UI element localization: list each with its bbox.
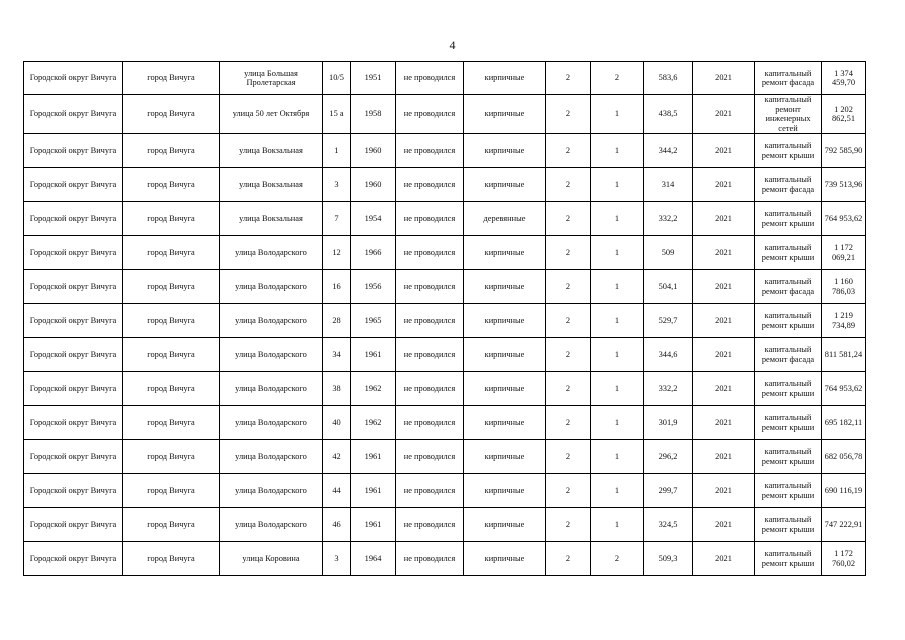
wall-material-cell: кирпичные — [464, 304, 546, 338]
cost-cell: 811 581,24 — [822, 338, 866, 372]
wall-material-cell: кирпичные — [464, 168, 546, 202]
build-year-cell: 1951 — [351, 62, 396, 95]
wall-material-cell: кирпичные — [464, 236, 546, 270]
house-number-cell: 34 — [323, 338, 351, 372]
cost-cell: 690 116,19 — [822, 474, 866, 508]
house-number-cell: 46 — [323, 508, 351, 542]
work-type-cell: капитальный ремонт крыши — [755, 304, 822, 338]
table-row — [24, 338, 866, 372]
house-number-cell: 16 — [323, 270, 351, 304]
floors-cell: 2 — [546, 338, 591, 372]
street-cell: улица Володарского — [220, 236, 323, 270]
area-cell: 438,5 — [644, 95, 693, 134]
plan-year-cell: 2021 — [693, 406, 755, 440]
floors-cell: 2 — [546, 406, 591, 440]
wall-material-cell: кирпичные — [464, 62, 546, 95]
table-row — [24, 406, 866, 440]
cost-cell: 764 953,62 — [822, 372, 866, 406]
area-cell: 529,7 — [644, 304, 693, 338]
plan-year-cell: 2021 — [693, 372, 755, 406]
cost-cell: 747 222,91 — [822, 508, 866, 542]
build-year-cell: 1961 — [351, 440, 396, 474]
table-row — [24, 542, 866, 576]
last-repair-cell: не проводился — [396, 270, 464, 304]
settlement-cell: город Вичуга — [123, 236, 220, 270]
table-row — [24, 474, 866, 508]
house-number-cell: 44 — [323, 474, 351, 508]
municipality-cell: Городской округ Вичуга — [24, 440, 123, 474]
municipality-cell: Городской округ Вичуга — [24, 542, 123, 576]
cost-cell: 682 056,78 — [822, 440, 866, 474]
work-type-cell: капитальный ремонт крыши — [755, 542, 822, 576]
floors-cell: 2 — [546, 542, 591, 576]
table-row — [24, 372, 866, 406]
house-number-cell: 7 — [323, 202, 351, 236]
last-repair-cell: не проводился — [396, 168, 464, 202]
street-cell: улица Большая Пролетарская — [220, 62, 323, 95]
settlement-cell: город Вичуга — [123, 95, 220, 134]
street-cell: улица Вокзальная — [220, 134, 323, 168]
settlement-cell: город Вичуга — [123, 508, 220, 542]
last-repair-cell: не проводился — [396, 372, 464, 406]
entrances-cell: 1 — [591, 270, 644, 304]
last-repair-cell: не проводился — [396, 95, 464, 134]
settlement-cell: город Вичуга — [123, 474, 220, 508]
entrances-cell: 2 — [591, 62, 644, 95]
settlement-cell: город Вичуга — [123, 168, 220, 202]
floors-cell: 2 — [546, 134, 591, 168]
street-cell: улица Вокзальная — [220, 168, 323, 202]
wall-material-cell: деревянные — [464, 202, 546, 236]
plan-year-cell: 2021 — [693, 474, 755, 508]
settlement-cell: город Вичуга — [123, 440, 220, 474]
build-year-cell: 1961 — [351, 508, 396, 542]
cost-cell: 1 202 862,51 — [822, 95, 866, 134]
cost-cell: 764 953,62 — [822, 202, 866, 236]
settlement-cell: город Вичуга — [123, 270, 220, 304]
settlement-cell: город Вичуга — [123, 202, 220, 236]
municipality-cell: Городской округ Вичуга — [24, 134, 123, 168]
last-repair-cell: не проводился — [396, 304, 464, 338]
wall-material-cell: кирпичные — [464, 508, 546, 542]
cost-cell: 1 160 786,03 — [822, 270, 866, 304]
last-repair-cell: не проводился — [396, 134, 464, 168]
settlement-cell: город Вичуга — [123, 62, 220, 95]
table-row — [24, 508, 866, 542]
settlement-cell: город Вичуга — [123, 372, 220, 406]
entrances-cell: 1 — [591, 372, 644, 406]
wall-material-cell: кирпичные — [464, 270, 546, 304]
area-cell: 324,5 — [644, 508, 693, 542]
floors-cell: 2 — [546, 372, 591, 406]
entrances-cell: 1 — [591, 406, 644, 440]
work-type-cell: капитальный ремонт крыши — [755, 474, 822, 508]
build-year-cell: 1954 — [351, 202, 396, 236]
wall-material-cell: кирпичные — [464, 95, 546, 134]
street-cell: улица Володарского — [220, 440, 323, 474]
table-row — [24, 304, 866, 338]
last-repair-cell: не проводился — [396, 62, 464, 95]
area-cell: 301,9 — [644, 406, 693, 440]
area-cell: 504,1 — [644, 270, 693, 304]
plan-year-cell: 2021 — [693, 236, 755, 270]
plan-year-cell: 2021 — [693, 62, 755, 95]
build-year-cell: 1962 — [351, 372, 396, 406]
area-cell: 344,6 — [644, 338, 693, 372]
entrances-cell: 1 — [591, 338, 644, 372]
area-cell: 314 — [644, 168, 693, 202]
settlement-cell: город Вичуга — [123, 542, 220, 576]
area-cell: 296,2 — [644, 440, 693, 474]
house-number-cell: 38 — [323, 372, 351, 406]
area-cell: 344,2 — [644, 134, 693, 168]
entrances-cell: 1 — [591, 168, 644, 202]
last-repair-cell: не проводился — [396, 406, 464, 440]
floors-cell: 2 — [546, 508, 591, 542]
cost-cell: 792 585,90 — [822, 134, 866, 168]
area-cell: 332,2 — [644, 202, 693, 236]
wall-material-cell: кирпичные — [464, 406, 546, 440]
plan-year-cell: 2021 — [693, 95, 755, 134]
house-number-cell: 15 а — [323, 95, 351, 134]
build-year-cell: 1964 — [351, 542, 396, 576]
settlement-cell: город Вичуга — [123, 406, 220, 440]
floors-cell: 2 — [546, 236, 591, 270]
page-number: 4 — [449, 38, 456, 52]
last-repair-cell: не проводился — [396, 236, 464, 270]
floors-cell: 2 — [546, 168, 591, 202]
build-year-cell: 1961 — [351, 338, 396, 372]
area-cell: 583,6 — [644, 62, 693, 95]
work-type-cell: капитальный ремонт крыши — [755, 440, 822, 474]
build-year-cell: 1965 — [351, 304, 396, 338]
plan-year-cell: 2021 — [693, 168, 755, 202]
work-type-cell: капитальный ремонт крыши — [755, 508, 822, 542]
floors-cell: 2 — [546, 95, 591, 134]
plan-year-cell: 2021 — [693, 338, 755, 372]
house-number-cell: 3 — [323, 168, 351, 202]
last-repair-cell: не проводился — [396, 542, 464, 576]
table-row — [24, 202, 866, 236]
street-cell: улица 50 лет Октября — [220, 95, 323, 134]
work-type-cell: капитальный ремонт крыши — [755, 236, 822, 270]
plan-year-cell: 2021 — [693, 202, 755, 236]
floors-cell: 2 — [546, 62, 591, 95]
floors-cell: 2 — [546, 270, 591, 304]
floors-cell: 2 — [546, 440, 591, 474]
cost-cell: 1 172 069,21 — [822, 236, 866, 270]
work-type-cell: капитальный ремонт крыши — [755, 406, 822, 440]
street-cell: улица Володарского — [220, 338, 323, 372]
table-row — [24, 62, 866, 95]
work-type-cell: капитальный ремонт фасада — [755, 270, 822, 304]
work-type-cell: капитальный ремонт крыши — [755, 134, 822, 168]
last-repair-cell: не проводился — [396, 474, 464, 508]
work-type-cell: капитальный ремонт фасада — [755, 168, 822, 202]
house-number-cell: 12 — [323, 236, 351, 270]
work-type-cell: капитальный ремонт инженерных сетей — [755, 95, 822, 134]
floors-cell: 2 — [546, 304, 591, 338]
cost-cell: 695 182,11 — [822, 406, 866, 440]
plan-year-cell: 2021 — [693, 304, 755, 338]
floors-cell: 2 — [546, 474, 591, 508]
settlement-cell: город Вичуга — [123, 338, 220, 372]
plan-year-cell: 2021 — [693, 508, 755, 542]
entrances-cell: 1 — [591, 440, 644, 474]
settlement-cell: город Вичуга — [123, 304, 220, 338]
cost-cell: 1 374 459,70 — [822, 62, 866, 95]
wall-material-cell: кирпичные — [464, 440, 546, 474]
municipality-cell: Городской округ Вичуга — [24, 406, 123, 440]
municipality-cell: Городской округ Вичуга — [24, 62, 123, 95]
build-year-cell: 1960 — [351, 134, 396, 168]
work-type-cell: капитальный ремонт фасада — [755, 62, 822, 95]
last-repair-cell: не проводился — [396, 202, 464, 236]
last-repair-cell: не проводился — [396, 338, 464, 372]
cost-cell: 739 513,96 — [822, 168, 866, 202]
house-number-cell: 1 — [323, 134, 351, 168]
street-cell: улица Володарского — [220, 304, 323, 338]
street-cell: улица Володарского — [220, 474, 323, 508]
build-year-cell: 1962 — [351, 406, 396, 440]
area-cell: 299,7 — [644, 474, 693, 508]
build-year-cell: 1961 — [351, 474, 396, 508]
settlement-cell: город Вичуга — [123, 134, 220, 168]
house-number-cell: 10/5 — [323, 62, 351, 95]
entrances-cell: 1 — [591, 95, 644, 134]
street-cell: улица Володарского — [220, 372, 323, 406]
municipality-cell: Городской округ Вичуга — [24, 202, 123, 236]
area-cell: 332,2 — [644, 372, 693, 406]
house-number-cell: 28 — [323, 304, 351, 338]
entrances-cell: 1 — [591, 236, 644, 270]
area-cell: 509 — [644, 236, 693, 270]
street-cell: улица Володарского — [220, 270, 323, 304]
municipality-cell: Городской округ Вичуга — [24, 168, 123, 202]
house-number-cell: 3 — [323, 542, 351, 576]
last-repair-cell: не проводился — [396, 508, 464, 542]
municipality-cell: Городской округ Вичуга — [24, 474, 123, 508]
plan-year-cell: 2021 — [693, 270, 755, 304]
house-number-cell: 40 — [323, 406, 351, 440]
entrances-cell: 1 — [591, 304, 644, 338]
table-row — [24, 270, 866, 304]
area-cell: 509,3 — [644, 542, 693, 576]
entrances-cell: 1 — [591, 474, 644, 508]
work-type-cell: капитальный ремонт фасада — [755, 338, 822, 372]
wall-material-cell: кирпичные — [464, 474, 546, 508]
house-number-cell: 42 — [323, 440, 351, 474]
work-type-cell: капитальный ремонт крыши — [755, 372, 822, 406]
build-year-cell: 1960 — [351, 168, 396, 202]
floors-cell: 2 — [546, 202, 591, 236]
last-repair-cell: не проводился — [396, 440, 464, 474]
municipality-cell: Городской округ Вичуга — [24, 236, 123, 270]
municipality-cell: Городской округ Вичуга — [24, 372, 123, 406]
plan-year-cell: 2021 — [693, 440, 755, 474]
municipality-cell: Городской округ Вичуга — [24, 508, 123, 542]
cost-cell: 1 219 734,89 — [822, 304, 866, 338]
entrances-cell: 1 — [591, 508, 644, 542]
municipality-cell: Городской округ Вичуга — [24, 95, 123, 134]
build-year-cell: 1956 — [351, 270, 396, 304]
wall-material-cell: кирпичные — [464, 338, 546, 372]
entrances-cell: 2 — [591, 542, 644, 576]
municipality-cell: Городской округ Вичуга — [24, 304, 123, 338]
plan-year-cell: 2021 — [693, 134, 755, 168]
street-cell: улица Вокзальная — [220, 202, 323, 236]
table-row — [24, 95, 866, 134]
street-cell: улица Коровина — [220, 542, 323, 576]
entrances-cell: 1 — [591, 134, 644, 168]
cost-cell: 1 172 760,02 — [822, 542, 866, 576]
plan-year-cell: 2021 — [693, 542, 755, 576]
municipality-cell: Городской округ Вичуга — [24, 270, 123, 304]
entrances-cell: 1 — [591, 202, 644, 236]
wall-material-cell: кирпичные — [464, 134, 546, 168]
wall-material-cell: кирпичные — [464, 372, 546, 406]
build-year-cell: 1966 — [351, 236, 396, 270]
municipality-cell: Городской округ Вичуга — [24, 338, 123, 372]
wall-material-cell: кирпичные — [464, 542, 546, 576]
work-type-cell: капитальный ремонт крыши — [755, 202, 822, 236]
street-cell: улица Володарского — [220, 406, 323, 440]
table-row — [24, 440, 866, 474]
table-row — [24, 134, 866, 168]
table-row — [24, 168, 866, 202]
street-cell: улица Володарского — [220, 508, 323, 542]
table-row — [24, 236, 866, 270]
build-year-cell: 1958 — [351, 95, 396, 134]
repair-program-table — [23, 61, 866, 576]
